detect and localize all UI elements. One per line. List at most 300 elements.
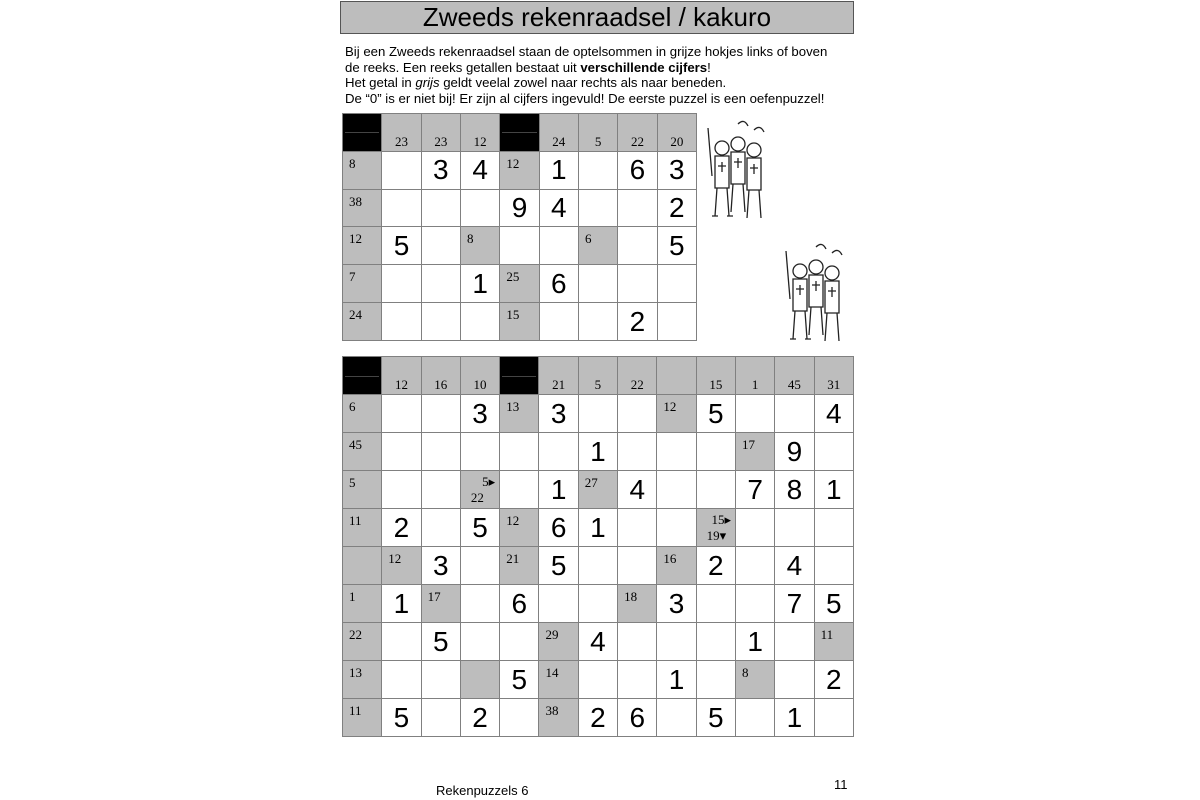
answer-cell[interactable] (735, 699, 774, 737)
given-digit: 7 (786, 587, 803, 619)
answer-cell[interactable] (618, 661, 657, 699)
clue-cell (696, 509, 735, 547)
column-sum-clue: 10 (473, 377, 487, 392)
answer-cell[interactable] (735, 395, 774, 433)
grid-row (343, 509, 854, 547)
given-digit: 5 (550, 549, 567, 581)
clue-cell (343, 623, 382, 661)
column-sum-clue: 23 (394, 134, 408, 149)
column-sum-clue: 1 (751, 377, 759, 392)
column-sum-clue: 22 (630, 134, 644, 149)
column-sum-clue: 5 (594, 134, 602, 149)
answer-cell[interactable] (500, 227, 539, 265)
answer-cell[interactable] (539, 395, 578, 433)
intro-line-3-text: Het getal in (345, 75, 416, 90)
row-sum-clue: 11 (349, 703, 362, 718)
answer-cell[interactable] (460, 303, 499, 341)
grid-row (343, 357, 854, 395)
answer-cell[interactable] (657, 699, 696, 737)
answer-cell[interactable] (775, 471, 814, 509)
clue-cell (578, 471, 617, 509)
answer-cell[interactable] (775, 661, 814, 699)
answer-cell[interactable] (618, 189, 657, 227)
row-sum-clue: 17 (741, 437, 755, 452)
answer-cell[interactable] (539, 151, 578, 189)
answer-cell[interactable] (421, 227, 460, 265)
given-digit: 5 (511, 663, 528, 695)
answer-cell[interactable] (775, 547, 814, 585)
clue-cell (539, 114, 578, 152)
answer-cell[interactable] (578, 265, 617, 303)
grid-row (343, 623, 854, 661)
grid-row (343, 151, 697, 189)
grid-row (343, 114, 697, 152)
clue-cell (539, 357, 578, 395)
answer-cell[interactable] (539, 433, 578, 471)
given-digit: 5 (393, 229, 410, 261)
row-sum-clue: 15 (506, 307, 520, 323)
answer-cell[interactable] (460, 265, 499, 303)
clue-cell (657, 395, 696, 433)
given-digit: 1 (393, 587, 410, 619)
answer-cell[interactable] (814, 661, 853, 699)
answer-cell[interactable] (657, 151, 696, 189)
answer-cell[interactable] (814, 395, 853, 433)
answer-cell[interactable] (539, 547, 578, 585)
row-sum-clue: 12 (506, 155, 520, 171)
clue-cell (500, 509, 539, 547)
answer-cell[interactable] (421, 509, 460, 547)
answer-cell[interactable] (618, 151, 657, 189)
row-sum-clue: 7 (349, 269, 356, 285)
answer-cell[interactable] (814, 547, 853, 585)
given-digit: 5 (472, 511, 488, 543)
column-sum-clue: 24 (552, 134, 566, 149)
answer-cell[interactable] (775, 585, 814, 623)
answer-cell[interactable] (618, 395, 657, 433)
across-clue: 15▸ (711, 512, 731, 527)
clue-cell (343, 471, 382, 509)
given-digit: 6 (629, 154, 646, 186)
answer-cell[interactable] (814, 433, 853, 471)
clue-cell (460, 471, 499, 509)
answer-cell[interactable] (578, 433, 617, 471)
answer-cell[interactable] (500, 661, 539, 699)
answer-cell[interactable] (460, 623, 499, 661)
answer-cell[interactable] (578, 661, 617, 699)
blocked-cell (343, 357, 382, 395)
clue-cell (578, 357, 617, 395)
answer-cell[interactable] (657, 433, 696, 471)
given-digit: 5 (825, 587, 842, 619)
given-digit: 3 (668, 587, 685, 619)
answer-cell[interactable] (460, 547, 499, 585)
answer-cell[interactable] (735, 471, 774, 509)
row-sum-clue: 22 (349, 627, 362, 642)
answer-cell[interactable] (539, 585, 578, 623)
answer-cell[interactable] (696, 547, 735, 585)
answer-cell[interactable] (618, 265, 657, 303)
clue-cell (814, 623, 853, 661)
clue-cell (657, 114, 696, 152)
clue-cell (343, 151, 382, 189)
answer-cell[interactable] (578, 395, 617, 433)
row-sum-clue: 24 (349, 307, 362, 323)
answer-cell[interactable] (657, 471, 696, 509)
given-digit: 5 (708, 397, 724, 429)
clue-cell (343, 227, 382, 265)
answer-cell[interactable] (696, 585, 735, 623)
clue-cell (735, 357, 774, 395)
given-digit: 5 (432, 625, 449, 657)
answer-cell[interactable] (460, 433, 499, 471)
answer-cell[interactable] (814, 509, 853, 547)
column-sum-clue: 12 (394, 377, 408, 392)
column-sum-clue: 45 (787, 377, 801, 392)
given-digit: 5 (669, 229, 685, 261)
answer-cell[interactable] (578, 151, 617, 189)
clue-cell (578, 114, 617, 152)
intro-line-2 (345, 60, 865, 76)
clue-cell (343, 699, 382, 737)
answer-cell[interactable] (657, 661, 696, 699)
grid-row (343, 547, 854, 585)
answer-cell[interactable] (618, 433, 657, 471)
row-sum-clue: 17 (427, 589, 441, 604)
given-digit: 9 (786, 435, 803, 467)
row-sum-clue: 11 (349, 513, 362, 528)
answer-cell[interactable] (735, 509, 774, 547)
answer-cell[interactable] (539, 471, 578, 509)
answer-cell[interactable] (578, 585, 617, 623)
row-sum-clue: 38 (545, 703, 559, 718)
clue-cell (382, 547, 421, 585)
intro-line-4: De “0” is er niet bij! Er zijn al cijfers ingevuld! De eerste puzzel is een oefenpuzzel! (345, 90, 825, 106)
given-digit: 2 (393, 511, 410, 543)
given-digit: 3 (550, 397, 567, 429)
answer-cell[interactable] (696, 471, 735, 509)
kakuro-grid-main (342, 356, 854, 737)
answer-cell[interactable] (539, 189, 578, 227)
blocked-cell (500, 114, 539, 152)
answer-cell[interactable] (382, 623, 421, 661)
row-sum-clue: 14 (545, 665, 559, 680)
answer-cell[interactable] (460, 395, 499, 433)
clue-cell (539, 623, 578, 661)
given-digit: 1 (786, 701, 803, 733)
kakuro-grid-practice (342, 113, 697, 341)
row-sum-clue: 12 (506, 513, 520, 528)
answer-cell[interactable] (460, 151, 499, 189)
column-sum-clue: 20 (670, 134, 684, 149)
answer-cell[interactable] (421, 661, 460, 699)
answer-cell[interactable] (421, 623, 460, 661)
given-digit: 4 (786, 549, 803, 581)
answer-cell[interactable] (578, 623, 617, 661)
grid-row (343, 189, 697, 227)
answer-cell[interactable] (421, 699, 460, 737)
clue-cell (618, 585, 657, 623)
intro-text (345, 44, 865, 106)
row-sum-clue: 8 (349, 155, 356, 171)
given-digit: 9 (511, 192, 528, 224)
clue-cell (500, 265, 539, 303)
given-digit: 3 (472, 397, 488, 429)
answer-cell[interactable] (382, 189, 421, 227)
clue-cell (343, 585, 382, 623)
clue-cell (421, 114, 460, 152)
clue-cell (657, 547, 696, 585)
given-digit: 2 (669, 192, 685, 224)
row-sum-clue: 13 (349, 665, 362, 680)
answer-cell[interactable] (382, 265, 421, 303)
answer-cell[interactable] (775, 433, 814, 471)
answer-cell[interactable] (657, 623, 696, 661)
column-sum-clue: 12 (473, 134, 487, 149)
answer-cell[interactable] (382, 227, 421, 265)
answer-cell[interactable] (460, 699, 499, 737)
grid-row (343, 585, 854, 623)
answer-cell[interactable] (421, 547, 460, 585)
answer-cell[interactable] (814, 585, 853, 623)
answer-cell[interactable] (618, 699, 657, 737)
answer-cell[interactable] (578, 547, 617, 585)
down-clue: 19▾ (706, 528, 727, 543)
row-sum-clue: 12 (388, 551, 402, 566)
answer-cell[interactable] (578, 303, 617, 341)
clue-cell (460, 227, 499, 265)
row-sum-clue: 29 (545, 627, 559, 642)
answer-cell[interactable] (382, 699, 421, 737)
answer-cell[interactable] (618, 547, 657, 585)
down-clue: 22 (470, 490, 484, 505)
answer-cell[interactable] (421, 433, 460, 471)
given-digit: 1 (825, 473, 842, 505)
answer-cell[interactable] (382, 661, 421, 699)
answer-cell[interactable] (696, 699, 735, 737)
clue-cell (343, 395, 382, 433)
answer-cell[interactable] (657, 303, 696, 341)
row-sum-clue: 27 (584, 475, 598, 490)
clue-cell (539, 699, 578, 737)
intro-line-3 (345, 75, 865, 91)
answer-cell[interactable] (814, 471, 853, 509)
intro-line-2-end: ! (707, 59, 711, 75)
answer-cell[interactable] (657, 585, 696, 623)
clue-cell (775, 357, 814, 395)
column-sum-clue: 22 (630, 377, 644, 392)
answer-cell[interactable] (421, 303, 460, 341)
given-digit: 1 (590, 511, 606, 543)
answer-cell[interactable] (539, 227, 578, 265)
answer-cell[interactable] (382, 585, 421, 623)
answer-cell[interactable] (618, 471, 657, 509)
clue-cell (343, 189, 382, 227)
answer-cell[interactable] (657, 509, 696, 547)
answer-cell[interactable] (382, 303, 421, 341)
clue-cell (343, 265, 382, 303)
across-clue: 5▸ (482, 474, 496, 489)
given-digit: 3 (669, 154, 685, 186)
answer-cell[interactable] (382, 395, 421, 433)
row-sum-clue: 38 (349, 193, 362, 209)
given-digit: 1 (550, 473, 567, 505)
clue-cell (460, 357, 499, 395)
answer-cell[interactable] (500, 433, 539, 471)
intro-italic: grijs (415, 75, 440, 90)
row-sum-clue: 1 (349, 589, 356, 604)
clue-cell (343, 547, 382, 585)
answer-cell[interactable] (460, 189, 499, 227)
row-sum-clue: 25 (506, 269, 520, 285)
row-sum-clue: 18 (624, 589, 638, 604)
footer-book-title: Rekenpuzzels 6 (436, 783, 529, 798)
clue-cell (460, 114, 499, 152)
answer-cell[interactable] (421, 189, 460, 227)
answer-cell[interactable] (421, 395, 460, 433)
clue-cell (735, 661, 774, 699)
answer-cell[interactable] (775, 623, 814, 661)
answer-cell[interactable] (578, 699, 617, 737)
answer-cell[interactable] (775, 509, 814, 547)
given-digit: 1 (472, 267, 488, 299)
answer-cell[interactable] (500, 189, 539, 227)
given-digit: 5 (708, 701, 724, 733)
given-digit: 4 (551, 192, 567, 224)
intro-line-1: Bij een Zweeds rekenraadsel staan de optelsommen in grijze hokjes links of boven (345, 44, 828, 59)
given-digit: 2 (590, 701, 606, 733)
intro-line-2-text: de reeks. Een reeks getallen bestaat uit (345, 59, 581, 75)
answer-cell[interactable] (578, 189, 617, 227)
page-title: Zweeds rekenraadsel / kakuro (340, 1, 854, 34)
answer-cell[interactable] (657, 189, 696, 227)
answer-cell[interactable] (421, 151, 460, 189)
clue-cell (657, 357, 696, 395)
grid-row (343, 661, 854, 699)
row-sum-clue: 5 (349, 475, 356, 490)
answer-cell[interactable] (500, 471, 539, 509)
row-sum-clue: 11 (820, 627, 834, 642)
given-digit: 4 (825, 397, 842, 429)
clue-cell (696, 357, 735, 395)
clue-cell (421, 357, 460, 395)
intro-line-3-end: geldt veelal zowel naar rechts als naar beneden. (439, 75, 727, 90)
answer-cell[interactable] (735, 585, 774, 623)
given-digit: 3 (433, 154, 449, 186)
row-sum-clue: 21 (506, 551, 520, 566)
answer-cell[interactable] (618, 227, 657, 265)
given-digit: 2 (472, 701, 488, 733)
answer-cell[interactable] (696, 661, 735, 699)
given-digit: 1 (551, 154, 567, 186)
answer-cell[interactable] (382, 433, 421, 471)
answer-cell[interactable] (500, 585, 539, 623)
answer-cell[interactable] (657, 227, 696, 265)
answer-cell[interactable] (814, 699, 853, 737)
grid-row (343, 227, 697, 265)
grid-row (343, 395, 854, 433)
answer-cell[interactable] (618, 623, 657, 661)
answer-cell[interactable] (775, 395, 814, 433)
answer-cell[interactable] (696, 395, 735, 433)
given-digit: 1 (668, 663, 685, 695)
answer-cell[interactable] (618, 303, 657, 341)
answer-cell[interactable] (696, 623, 735, 661)
answer-cell[interactable] (578, 509, 617, 547)
clue-cell (735, 433, 774, 471)
given-digit: 6 (551, 267, 567, 299)
row-sum-clue: 8 (466, 231, 474, 247)
clue-cell (500, 151, 539, 189)
answer-cell[interactable] (421, 471, 460, 509)
given-digit: 1 (590, 435, 606, 467)
row-sum-clue: 45 (349, 437, 362, 452)
answer-cell[interactable] (735, 547, 774, 585)
given-digit: 6 (629, 701, 646, 733)
clue-cell (343, 303, 382, 341)
column-sum-clue: 16 (434, 377, 448, 392)
given-digit: 1 (747, 625, 763, 657)
given-digit: 5 (393, 701, 410, 733)
answer-cell[interactable] (460, 585, 499, 623)
clue-cell (382, 114, 421, 152)
grid-row (343, 433, 854, 471)
clue-cell (421, 585, 460, 623)
answer-cell[interactable] (696, 433, 735, 471)
clue-cell (618, 114, 657, 152)
clue-cell (460, 661, 499, 699)
answer-cell[interactable] (421, 265, 460, 303)
row-sum-clue: 13 (506, 399, 520, 414)
clue-cell (382, 357, 421, 395)
row-sum-clue: 8 (741, 665, 749, 680)
answer-cell[interactable] (382, 509, 421, 547)
answer-cell[interactable] (539, 509, 578, 547)
answer-cell[interactable] (500, 699, 539, 737)
answer-cell[interactable] (382, 471, 421, 509)
column-sum-clue: 15 (709, 377, 723, 392)
blocked-cell (500, 357, 539, 395)
clue-cell (814, 357, 853, 395)
answer-cell[interactable] (460, 509, 499, 547)
grid-row (343, 699, 854, 737)
answer-cell[interactable] (618, 509, 657, 547)
clue-cell (578, 227, 617, 265)
answer-cell[interactable] (775, 699, 814, 737)
clue-cell (500, 547, 539, 585)
answer-cell[interactable] (539, 265, 578, 303)
given-digit: 4 (472, 154, 488, 186)
answer-cell[interactable] (500, 623, 539, 661)
knights-illustration-top (700, 118, 778, 226)
answer-cell[interactable] (735, 623, 774, 661)
given-digit: 2 (629, 305, 646, 337)
clue-cell (618, 357, 657, 395)
answer-cell[interactable] (382, 151, 421, 189)
row-sum-clue: 6 (349, 399, 356, 414)
answer-cell[interactable] (657, 265, 696, 303)
answer-cell[interactable] (539, 303, 578, 341)
intro-emphasis: verschillende cijfers (580, 59, 708, 75)
grid-row (343, 303, 697, 341)
row-sum-clue: 12 (663, 399, 677, 414)
row-sum-clue: 12 (349, 231, 362, 247)
grid-row (343, 471, 854, 509)
clue-cell (539, 661, 578, 699)
given-digit: 6 (550, 511, 567, 543)
given-digit: 4 (590, 625, 606, 657)
page-number: 11 (834, 777, 848, 792)
